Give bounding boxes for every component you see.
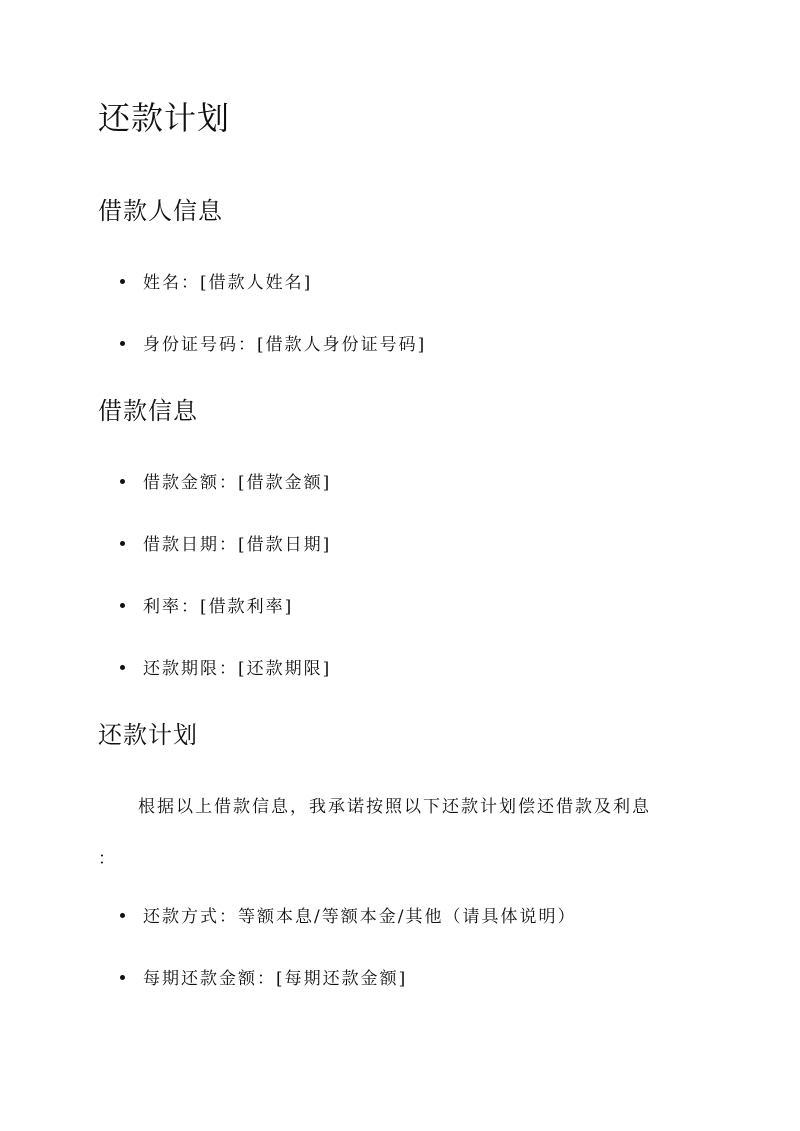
- list-item: [120, 656, 331, 682]
- list-item-text: 身份证号码：[借款人身份证号码]: [143, 335, 427, 355]
- section-heading-borrower-info: 借款人信息: [98, 197, 223, 225]
- repayment-paragraph-tail: ：: [98, 849, 115, 869]
- list-item: [120, 332, 426, 358]
- list-item-text: 借款日期：[借款日期]: [143, 535, 332, 555]
- section-heading-repayment-plan: 还款计划: [98, 721, 198, 749]
- list-item-text: 借款金额：[借款金额]: [143, 473, 332, 493]
- bullet-icon: [120, 603, 125, 608]
- section-heading-loan-info: 借款信息: [98, 397, 198, 425]
- bullet-icon: [120, 975, 125, 980]
- bullet-icon: [120, 913, 125, 918]
- list-item: [120, 594, 293, 620]
- bullet-icon: [120, 541, 125, 546]
- list-item: [120, 470, 331, 496]
- list-item-text: 每期还款金额：[每期还款金额]: [143, 969, 408, 989]
- list-item-text: 利率：[借款利率]: [143, 597, 294, 617]
- bullet-icon: [120, 479, 125, 484]
- list-item: [120, 904, 576, 930]
- list-item: [120, 966, 407, 992]
- bullet-icon: [120, 341, 125, 346]
- repayment-paragraph: 根据以上借款信息，我承诺按照以下还款计划偿还借款及利息: [138, 797, 651, 817]
- list-item-text: 姓名：[借款人姓名]: [143, 273, 313, 293]
- list-item-text: 还款期限：[还款期限]: [143, 659, 332, 679]
- document-title: 还款计划: [98, 99, 231, 137]
- bullet-icon: [120, 665, 125, 670]
- list-item: [120, 270, 312, 296]
- list-item: [120, 532, 331, 558]
- bullet-icon: [120, 279, 125, 284]
- list-item-text: 还款方式：等额本息/等额本金/其他（请具体说明）: [143, 907, 577, 927]
